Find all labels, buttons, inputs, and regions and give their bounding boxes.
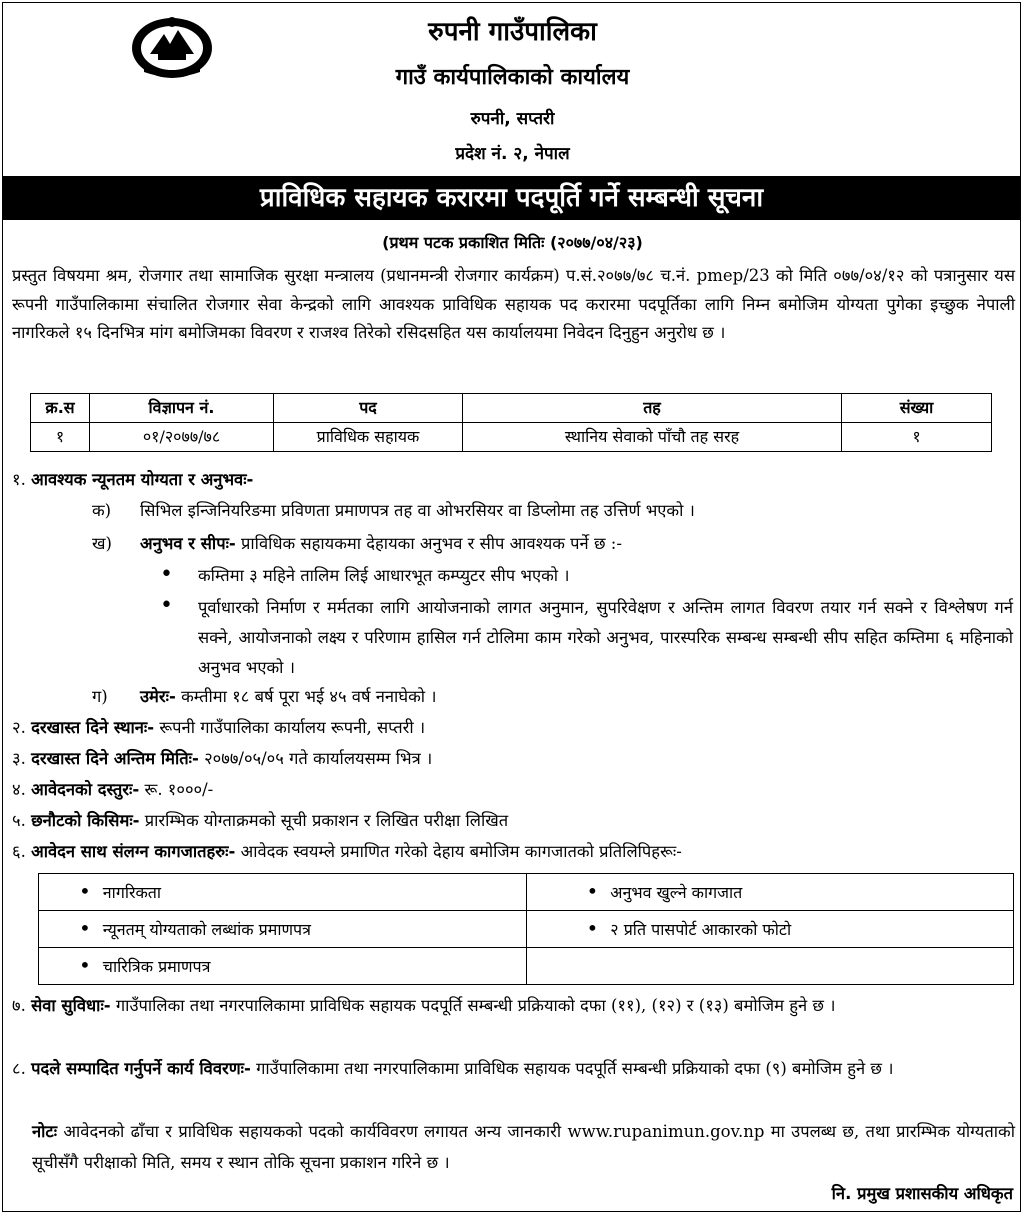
doc-label: न्यूनतम् योग्यताको लब्धांक प्रमाणपत्र (102, 920, 311, 939)
section-2 (12, 714, 425, 742)
bullet-2-text: पूर्वाधारको निर्माण र मर्मतका लागि आयोजनाको लागत अनुमान, सुपरिवेक्षण र अन्तिम लागत विवरण तयार गर्न सक्ने र विश्लेषण गर्न सक्ने, आयोजनाको लक्ष्य र परिणाम हासिल गर्न टोलिमा काम गरेको अनुभव, पारस्परिक सम्बन्ध सम्बन्धी सीप सहित कम्तिमा ६ महिनाको अनुभव भएको । (198, 598, 1013, 677)
section-1-heading (12, 466, 253, 494)
bullet-icon: • (586, 916, 599, 940)
section-number: ७. (12, 996, 26, 1015)
section-text: आवेदक स्वयम्ले प्रमाणित गरेको देहाय बमोजिम कागजातको प्रतिलिपिहरूः- (235, 842, 682, 861)
note-text: आवेदनको ढाँचा र प्राविधिक सहायकको पदको कार्यविवरण लगायत अन्य जानकारी www.rupanimun.gov.np मा उपलब्ध छ, तथा प्रारम्भिक योग्यताको सूचीसँगै परीक्षाको मिति, समय र स्थान तोकि सूचना प्रकाशन गरिने छ । (32, 1122, 1015, 1172)
section-3 (12, 745, 432, 773)
item-b-title: अनुभव र सीपः- (140, 534, 236, 553)
section-4 (12, 776, 213, 804)
signatory: नि. प्रमुख प्रशासकीय अधिकृत (831, 1184, 1013, 1203)
section-text: रूपनी गाउँपालिका कार्यालय रूपनी, सप्तरी । (154, 718, 426, 737)
col-post: पद (274, 394, 463, 423)
col-ad-no: विज्ञापन नं. (90, 394, 274, 423)
section-title: आवेदनको दस्तुरः- (31, 780, 140, 799)
section-8 (12, 1053, 1015, 1084)
office-name: गाउँ कार्यपालिकाको कार्यालय (395, 65, 630, 90)
note (32, 1116, 1015, 1178)
cell-level: स्थानिय सेवाको पाँचौ तह सरह (463, 423, 842, 452)
doc-label: २ प्रति पासपोर्ट आकारको फोटो (610, 920, 792, 939)
cell-sn: १ (31, 423, 90, 452)
doc-cell (39, 911, 527, 948)
cell-ad-no: ०१/२०७७/७८ (90, 423, 274, 452)
section-title: दरखास्त दिने स्थानः- (31, 718, 155, 737)
section-title: पदले सम्पादित गर्नुपर्ने कार्य विवरणः- (31, 1059, 251, 1078)
col-count: संख्या (842, 394, 992, 423)
item-b-text (140, 530, 622, 558)
doc-cell-empty (526, 948, 1014, 985)
item-b-label: ख) (92, 534, 112, 553)
note-title: नोटः (32, 1122, 58, 1141)
section-number: ४. (12, 780, 26, 799)
col-level: तह (463, 394, 842, 423)
table-row (39, 874, 1014, 911)
section-number: ३. (12, 749, 26, 768)
municipality-name: रुपनी गाउँपालिका (428, 17, 597, 47)
section-text: प्रारम्भिक योग्ताक्रमको सूची प्रकाशन र लिखित परीक्षा लिखित (139, 811, 509, 830)
section-number: ६. (12, 842, 26, 861)
doc-label: नागरिकता (102, 883, 162, 902)
item-c-text (140, 683, 437, 711)
section-title: छनौटको किसिमः- (31, 811, 140, 830)
doc-cell (39, 948, 527, 985)
doc-label: चारित्रिक प्रमाणपत्र (102, 957, 211, 976)
section-title: आवश्यक न्यूनतम योग्यता र अनुभवः- (31, 470, 254, 489)
section-7 (12, 990, 1015, 1021)
province: प्रदेश नं. २, नेपाल (455, 144, 570, 164)
table-row (39, 911, 1014, 948)
item-b-body: प्राविधिक सहायकमा देहायका अनुभव र सीप आवश्यक पर्ने छ :- (235, 534, 622, 553)
section-title: आवेदन साथ संलग्न कागजातहरुः- (31, 842, 236, 861)
item-a-label: क) (92, 501, 112, 520)
doc-cell (526, 911, 1014, 948)
table-row (39, 948, 1014, 985)
address: रुपनी, सप्तरी (470, 109, 555, 129)
bullet-icon: • (79, 953, 91, 977)
cell-count: १ (842, 423, 992, 452)
notice-title: प्राविधिक सहायक करारमा पदपूर्ति गर्ने सम्बन्धी सूचना (3, 176, 1020, 220)
section-title: दरखास्त दिने अन्तिम मितिः- (31, 749, 199, 768)
post-table (30, 393, 992, 452)
bullet-icon: • (586, 879, 599, 903)
doc-label: अनुभव खुल्ने कागजात (610, 883, 743, 902)
bullet-1-text: कम्तिमा ३ महिने तालिम लिई आधारभूत कम्प्युटर सीप भएको । (198, 566, 570, 585)
post-table-header (31, 394, 992, 423)
section-number: २. (12, 718, 26, 737)
cell-post: प्राविधिक सहायक (274, 423, 463, 452)
section-text: २०७७/०५/०५ गते कार्यालयसम्म भित्र । (198, 749, 433, 768)
bullet-icon: • (160, 593, 173, 618)
doc-cell (39, 874, 527, 911)
bullet-icon: • (79, 879, 91, 903)
item-c-label: ग) (92, 687, 108, 706)
section-6 (12, 838, 682, 866)
intro-paragraph: प्रस्तुत विषयमा श्रम, रोजगार तथा सामाजिक सुरक्षा मन्त्रालय (प्रधानमन्त्री रोजगार कार्यक्रम) प.सं.२०७७/७८ च.नं. pmep/23 को मिति ०७७/०४/१२ को पत्रानुसार यस रूपनी गाउँपालिकामा संचालित रोजगार सेवा केन्द्रको लागि आवश्यक प्राविधिक सहायक पद करारमा पदपूर्तिका लागि निम्न बमोजिम योग्यता पुगेका इच्छुक नेपाली नागरिकले १५ दिनभित्र मांग बमोजिमका विवरण र राजश्व तिरेको रसिदसहित यस कार्यालयमा निवेदन दिनुहुन अनुरोध छ । (12, 266, 1015, 342)
section-text: गाउँपालिकामा तथा नगरपालिकामा प्राविधिक सहायक पदपूर्ति सम्बन्धी प्रक्रियाको दफा (९) बमोजिम हुने छ । (250, 1059, 894, 1078)
bullet-icon: • (79, 916, 91, 940)
published-date: (प्रथम पटक प्रकाशित मितिः (२०७७/०४/२३) (382, 233, 643, 252)
col-sn: क्र.स (31, 394, 90, 423)
section-title: सेवा सुविधाः- (31, 996, 111, 1015)
section-number: ८. (12, 1059, 26, 1078)
bullet-icon: • (160, 562, 173, 587)
item-a-text: सिभिल इन्जिनियरिङमा प्रविणता प्रमाणपत्र तह वा ओभरसियर वा डिप्लोमा तह उत्तिर्ण भएको । (140, 501, 695, 520)
section-text: रू. १०००/- (139, 780, 214, 799)
item-c-title: उमेरः- (140, 687, 176, 706)
section-5 (12, 807, 508, 835)
section-number: ५. (12, 811, 26, 830)
documents-table (38, 873, 1014, 985)
doc-cell (526, 874, 1014, 911)
section-number: १. (12, 470, 26, 489)
table-row (31, 423, 992, 452)
section-text: गाउँपालिका तथा नगरपालिकामा प्राविधिक सहायक पदपूर्ति सम्बन्धी प्रक्रियाको दफा (११), (१२) र (१३) बमोजिम हुने छ । (110, 996, 836, 1015)
item-c-body: कम्तीमा १८ बर्ष पूरा भई ४५ वर्ष ननाघेको । (175, 687, 437, 706)
